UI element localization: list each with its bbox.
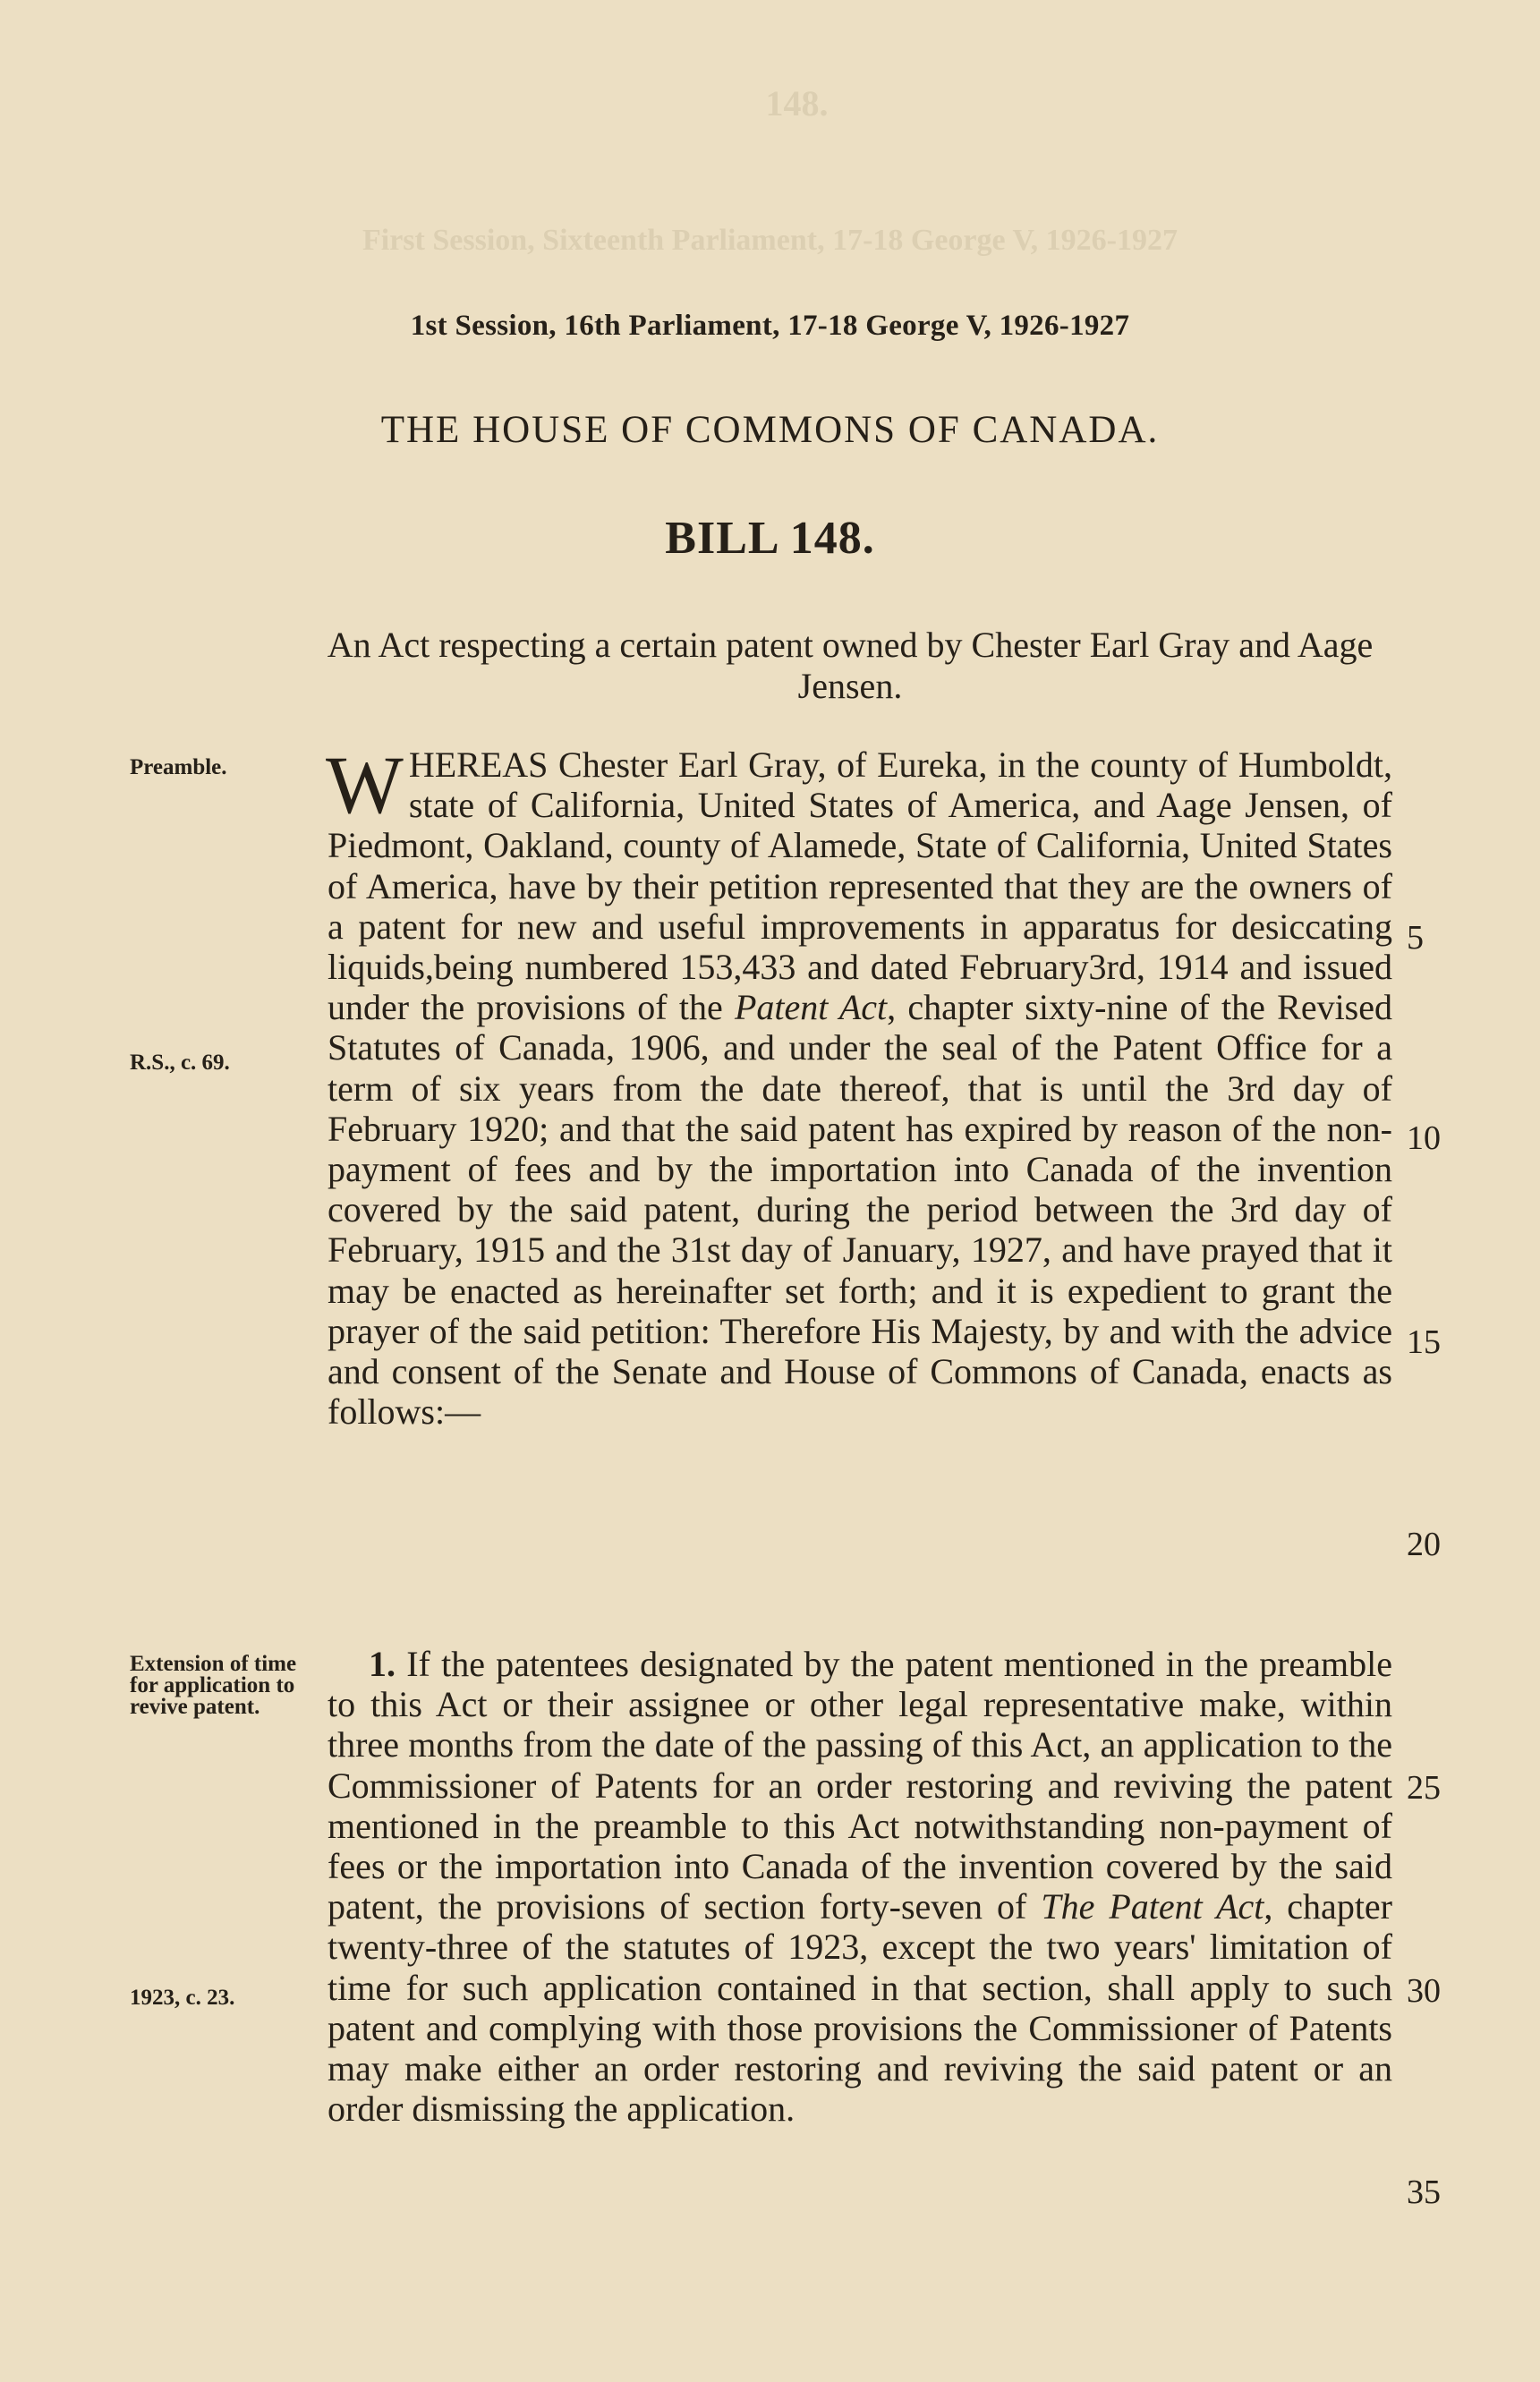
line-number-15: 15 bbox=[1407, 1323, 1441, 1361]
side-note-extension: Extension of time for application to revive patent. bbox=[130, 1652, 297, 1719]
line-number-35: 35 bbox=[1407, 2174, 1441, 2211]
bleed-through-line: First Session, Sixteenth Parliament, 17-18 George V, 1926-1927 bbox=[362, 224, 1178, 257]
side-note-statute: 1923, c. 23. bbox=[130, 1986, 235, 2010]
section-1-text-part2: , chapter twenty-three of the statutes of 1923, except the two years' limitation of time for such application contained in that section, shall apply to such patent and complying with those provisions the Commissioner of Patents may make either an order restoring and reviving the said patent or an order dismissing the application. bbox=[328, 1886, 1392, 2130]
line-number-20: 20 bbox=[1407, 1526, 1441, 1563]
line-number-5: 5 bbox=[1407, 919, 1424, 957]
preamble-text-part1: HEREAS Chester Earl Gray, of Eureka, in the county of Humboldt, state of California, United States of America, and Aage Jensen, of Piedmont, Oakland, county of Alamede, State of California, United States of America, have by their petition represented that they are the owners of a patent for new and useful improvements in apparatus for desiccating liquids,being numbered 153,433 and dated February3rd, 1914 and issued under the provisions of the bbox=[328, 744, 1392, 1028]
section-1-italic: The Patent Act bbox=[1041, 1886, 1264, 1927]
side-note-preamble: Preamble. bbox=[130, 755, 227, 779]
section-1-text bbox=[328, 1644, 1392, 2129]
line-number-30: 30 bbox=[1407, 1972, 1441, 2010]
act-title: An Act respecting a certain patent owned by Chester Earl Gray and Aage Jensen. bbox=[327, 625, 1374, 706]
preamble-text-part2: , chapter sixty-nine of the Revised Statutes of Canada, 1906, and under the seal of the Patent Office for a term of six years from the date thereof, that is until the 3rd day of February 1920; and that the said patent has expired by reason of the non-payment of fees and by the importation into Canada of the invention covered by the said patent, during the period between the 3rd day of February, 1915 and the 31st day of January, 1927, and have prayed that it may be enacted as hereinafter set forth; and it is expedient to grant the prayer of the said petition: Therefore His Majesty, by and with the advice and consent of the Senate and House of Commons of Canada, enacts as follows:— bbox=[328, 987, 1393, 1433]
bleed-through-number: 148. bbox=[765, 83, 829, 123]
line-number-25: 25 bbox=[1407, 1769, 1441, 1807]
preamble-text bbox=[326, 739, 1393, 1433]
house-title: THE HOUSE OF COMMONS OF CANADA. bbox=[380, 409, 1160, 451]
line-number-10: 10 bbox=[1407, 1119, 1441, 1157]
section-1-text-part1: If the patentees designated by the patent mentioned in the preamble to this Act or their assignee or other legal representative make, within three months from the date of the passing of this Act, an application to the Commissioner of Patents for an order restoring and reviving the patent mentioned in the preamble to this Act notwithstanding non-payment of fees or the importation into Canada of the invention covered by the said patent, the provisions of section forty-seven of bbox=[328, 1644, 1392, 1927]
section-1-paragraph bbox=[328, 1644, 1392, 2129]
bill-number: BILL 148. bbox=[665, 513, 875, 564]
side-note-rs: R.S., c. 69. bbox=[130, 1051, 230, 1075]
session-header: 1st Session, 16th Parliament, 17-18 George V, 1926-1927 bbox=[410, 310, 1130, 342]
preamble-italic: Patent Act bbox=[734, 987, 888, 1028]
drop-cap: W bbox=[326, 739, 404, 830]
section-number: 1. bbox=[369, 1644, 396, 1684]
preamble-paragraph bbox=[326, 739, 1393, 1433]
